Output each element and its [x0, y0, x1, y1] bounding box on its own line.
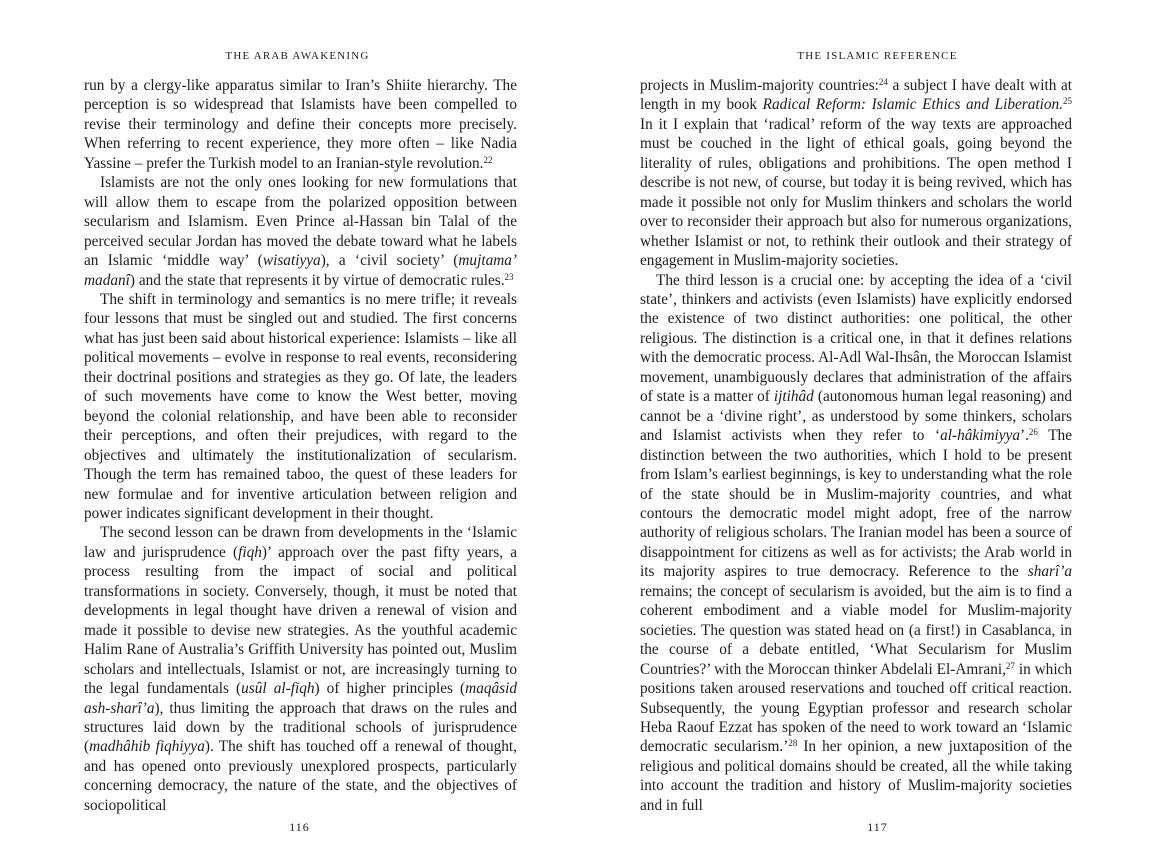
- text-run: In it I explain that ‘radical’ reform of the way texts are approached must be couched in the light of ethical goals, going beyond the literality of rules, obligations and prohibitions. The open method I describe is not new, of course, but today it is being revived, which has made it possible not only for Muslim thinkers and scholars the world over to reconsider their approach but also for numerous organizations, whether Islamist or not, to rethink their outlook and their strategy of engagement in Muslim-majority societies.: [640, 115, 1072, 270]
- text-run: ). The shift has touched off a renewal of thought, and has opened onto previously unexplored prospects, particularly concerning democracy, the nature of the state, and the objectives of sociopolitical: [84, 738, 517, 814]
- footnote-ref: 25: [1063, 96, 1072, 107]
- paragraph: [84, 173, 517, 290]
- running-head: THE ARAB AWAKENING: [225, 50, 370, 62]
- paragraph: [84, 290, 517, 523]
- footnote-ref: 28: [788, 738, 798, 749]
- italic-term: wisatiyya: [262, 252, 321, 270]
- italic-term: fiqh: [238, 543, 262, 561]
- italic-term: al-hâkimiyya: [940, 427, 1020, 445]
- text-run: ’.: [1019, 427, 1029, 445]
- paragraph: [640, 271, 1072, 816]
- italic-term: mujtama’ madanî: [84, 252, 518, 289]
- running-head: THE ISLAMIC REFERENCE: [797, 50, 958, 62]
- footnote-ref: 24: [878, 77, 888, 87]
- text-run: The third lesson is a crucial one: by accepting the idea of a ‘civil state’, thinkers and activists (even Islamists) have explicitly endorsed the existence of two distinct authorities: one political, the other religious. The distinction is a critical one, in that it defines relations with the democratic process. Al-Adl Wal-Ihsân, the Moroccan Islamist movement, unambiguously declares that administration of the affairs of state is a matter of: [640, 271, 1072, 406]
- italic-term: maqâsid ash-sharî’a: [84, 680, 517, 717]
- text-run: In her opinion, a new juxtaposition of the religious and political domains should be created, all the while taking into account the tradition and history of Muslim-majority societies and in full: [640, 738, 1072, 814]
- text-run: remains; the concept of secularism is avoided, but the aim is to find a coherent embodiment and a viable model for Muslim-majority societies. The question was stated head on (a first!) in Casablanca, in the course of a debate entitled, ‘What Secularism for Muslim Countries?’ with the Moroccan thinker Abdelali El-Amrani,: [640, 582, 1072, 678]
- footnote-ref: 27: [1005, 660, 1015, 671]
- italic-term: madhâhib fiqhiyya: [89, 738, 205, 756]
- text-run: The distinction between the two authorities, which I hold to be present from Islam’s earliest beginnings, is key to understanding what the role of the state should be in Muslim-majority countries, and what contours the democratic model might adopt, free of the narrow authority of religious scholars. The Iranian model has been a source of disappointment for citizens as well as for activists; the Arab world in its majority aspires to true democracy. Reference to the: [640, 427, 1072, 581]
- footnote-ref: 26: [1028, 427, 1038, 438]
- text-run: run by a clergy-like apparatus similar to Iran’s Shiite hierarchy. The perception is so widespread that Islamists have been compelled to revise their terminology and define their concepts more precisely. When referring to recent experience, they more often – like Nadia Yassine – prefer the Turkish model to an Iranian-style revolution.: [84, 77, 517, 172]
- text-run: ) and the state that represents it by virtue of democratic rules.: [129, 271, 505, 289]
- text-run: (autonomous human legal reasoning) and cannot be a ‘divine right’, as understood by some thinkers, scholars and Islamist activists when they refer to ‘: [640, 388, 1072, 445]
- italic-term: sharî’a: [1027, 563, 1072, 581]
- footnote-ref: 22: [483, 154, 493, 165]
- text-run: The shift in terminology and semantics is no mere trifle; it reveals four lessons that must be singled out and studied. The first concerns what has just been said about historical experience: Islamists – like all political movements – evolve in response to real events, reconsidering their doctrinal positions and strategies as they go. Of late, the leaders of such movements have come to know the West better, moving beyond the colonial relationship, and have been able to reconsider their perceptions, and often their prejudices, with regard to the objectives and ultimately the institutionalization of secularism. Though the term has remained taboo, the quest of these leaders for new formulae and for inventive articulation between religion and power indicates significant development in their thought.: [84, 290, 517, 522]
- right-page: [585, 0, 1170, 851]
- paragraph: [640, 76, 1072, 271]
- paragraph: [84, 523, 517, 815]
- page-number: 117: [867, 820, 888, 834]
- text-run: Islamists are not the only ones looking for new formulations that will allow them to escape from the polarized opposition between secularism and Islamism. Even Prince al-Hassan bin Talal of the perceived secular Jordan has moved the debate toward what he labels an Islamic ‘middle way’ (: [84, 174, 517, 270]
- italic-term: ijtihâd: [773, 388, 814, 406]
- italic-term: Radical Reform: Islamic Ethics and Liberation.: [762, 96, 1063, 114]
- text-run: a subject I have dealt with at length in my book: [640, 77, 1072, 114]
- body-text: [84, 76, 517, 815]
- text-run: ), a ‘civil society’ (: [320, 252, 459, 270]
- paragraph: [84, 76, 517, 173]
- italic-term: usûl al-fiqh: [241, 680, 315, 698]
- text-run: ) of higher principles (: [314, 680, 466, 698]
- body-text: [640, 76, 1072, 815]
- text-run: in which positions taken aroused reservations and touched off critical reaction. Subsequently, the young Egyptian professor and research scholar Heba Raouf Ezzat has spoken of the need to work toward an ‘Islamic democratic secularism.’: [640, 660, 1073, 756]
- text-run: )’ approach over the past fifty years, a process resulting from the impact of social and political transformations in society. Conversely, though, it must be noted that developments in legal thought have driven a renewal of vision and made it possible to devise new strategies. As the youthful academic Halim Rane of Australia’s Griffith University has pointed out, Muslim scholars and intellectuals, Islamist or not, are increasingly turning to the legal fundamentals (: [84, 543, 517, 698]
- page-number: 116: [289, 820, 310, 834]
- footnote-ref: 23: [504, 271, 514, 282]
- text-run: The second lesson can be drawn from developments in the ‘Islamic law and jurisprudence (: [84, 524, 517, 561]
- text-run: ), thus limiting the approach that draws on the rules and structures laid down by the traditional schools of jurisprudence (: [84, 699, 517, 756]
- text-run: projects in Muslim-majority countries:: [640, 77, 879, 94]
